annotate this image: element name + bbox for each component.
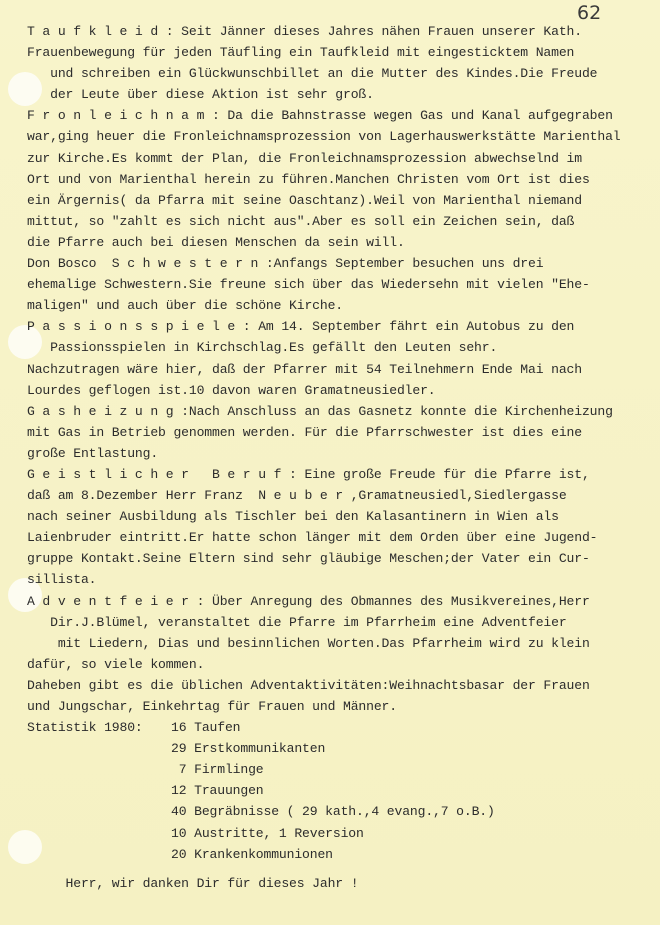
- text-line: ehemalige Schwestern.Sie freune sich über das Wiedersehn mit vielen "Ehe-: [27, 277, 590, 293]
- statistic-row: [27, 780, 653, 801]
- statistic-value: 10 Austritte, 1 Reversion: [171, 825, 364, 841]
- text-line: Daheben gibt es die üblichen Adventaktivitäten:Weihnachtsbasar der Frauen: [27, 677, 590, 693]
- text-line: maligen" und auch über die schöne Kirche.: [27, 298, 344, 314]
- statistic-value: 29 Erstkommunikanten: [171, 741, 326, 757]
- text-line: mittut, so "zahlt es sich nicht aus".Aber es soll ein Zeichen sein, daß: [27, 213, 575, 229]
- text-line: war,ging heuer die Fronleichnamsprozession von Lagerhauswerkstätte Marienthal: [27, 129, 621, 145]
- text-line: ein Ärgernis( da Pfarra mit seine Oaschtanz).Weil von Marienthal niemand: [27, 192, 582, 208]
- text-line: P a s s i o n s s p i e l e : Am 14. September fährt ein Autobus zu den: [27, 319, 575, 335]
- text-line: und schreiben ein Glückwunschbillet an die Mutter des Kindes.Die Freude: [27, 66, 598, 82]
- text-line: F r o n l e i c h n a m : Da die Bahnstrasse wegen Gas und Kanal aufgegraben: [27, 108, 613, 124]
- text-line: gruppe Kontakt.Seine Eltern sind sehr gläubige Meschen;der Vater ein Cur-: [27, 551, 590, 567]
- text-line: Frauenbewegung für jeden Täufling ein Taufkleid mit eingesticktem Namen: [27, 45, 575, 61]
- statistic-row: [27, 801, 653, 822]
- text-line: große Entlastung.: [27, 445, 159, 461]
- statistic-value: 40 Begräbnisse ( 29 kath.,4 evang.,7 o.B.): [171, 804, 495, 820]
- text-line: A d v e n t f e i e r : Über Anregung des Obmannes des Musikvereines,Herr: [27, 593, 590, 609]
- text-line: Don Bosco S c h w e s t e r n :Anfangs September besuchen uns drei: [27, 256, 544, 272]
- text-line: Laienbruder eintritt.Er hatte schon länger mit dem Orden über eine Jugend-: [27, 530, 598, 546]
- statistic-value: 16 Taufen: [171, 720, 241, 736]
- statistic-row: [27, 759, 653, 780]
- text-line: zur Kirche.Es kommt der Plan, die Fronleichnamsprozession abwechselnd im: [27, 150, 582, 166]
- text-line: Passionsspielen in Kirchschlag.Es gefällt den Leuten sehr.: [27, 340, 498, 356]
- statistic-value: 7 Firmlinge: [171, 762, 264, 778]
- text-line: Lourdes geflogen ist.10 davon waren Gramatneusiedler.: [27, 382, 436, 398]
- text-line: G e i s t l i c h e r B e r u f : Eine große Freude für die Pfarre ist,: [27, 466, 590, 482]
- text-line: T a u f k l e i d : Seit Jänner dieses Jahres nähen Frauen unserer Kath.: [27, 24, 582, 39]
- statistics-block: [27, 717, 653, 865]
- text-line: und Jungschar, Einkehrtag für Frauen und Männer.: [27, 699, 397, 714]
- statistic-value: 12 Trauungen: [171, 783, 264, 799]
- statistic-row: [27, 844, 653, 865]
- text-line: mit Liedern, Dias und besinnlichen Worten.Das Pfarrheim wird zu klein: [27, 635, 590, 651]
- text-line: sillista.: [27, 572, 97, 588]
- closing-line: Herr, wir danken Dir für dieses Jahr !: [27, 875, 359, 891]
- text-lines: [27, 21, 653, 717]
- text-line: Dir.J.Blümel, veranstaltet die Pfarre im Pfarrheim eine Adventfeier: [27, 614, 567, 630]
- text-line: Nachzutragen wäre hier, daß der Pfarrer mit 54 Teilnehmern Ende Mai nach: [27, 361, 582, 377]
- text-line: der Leute über diese Aktion ist sehr groß.: [27, 87, 374, 103]
- text-line: die Pfarre auch bei diesen Menschen da sein will.: [27, 234, 405, 250]
- text-line: G a s h e i z u n g :Nach Anschluss an das Gasnetz konnte die Kirchenheizung: [27, 403, 613, 419]
- statistic-value: 20 Krankenkommunionen: [171, 846, 333, 862]
- statistic-row: [27, 823, 653, 844]
- text-line: dafür, so viele kommen.: [27, 656, 205, 672]
- page-number: 62: [577, 2, 602, 24]
- text-line: mit Gas in Betrieb genommen werden. Für die Pfarrschwester ist dies eine: [27, 424, 582, 440]
- statistic-label: Statistik 1980:: [27, 720, 143, 736]
- text-line: nach seiner Ausbildung als Tischler bei den Kalasantinern in Wien als: [27, 509, 559, 525]
- statistic-row: [27, 738, 653, 759]
- typed-text: [27, 21, 653, 894]
- text-line: daß am 8.Dezember Herr Franz N e u b e r ,Gramatneusiedl,Siedlergasse: [27, 488, 567, 504]
- text-line: Ort und von Marienthal herein zu führen.Manchen Christen vom Ort ist dies: [27, 171, 590, 187]
- statistic-row: [27, 717, 653, 738]
